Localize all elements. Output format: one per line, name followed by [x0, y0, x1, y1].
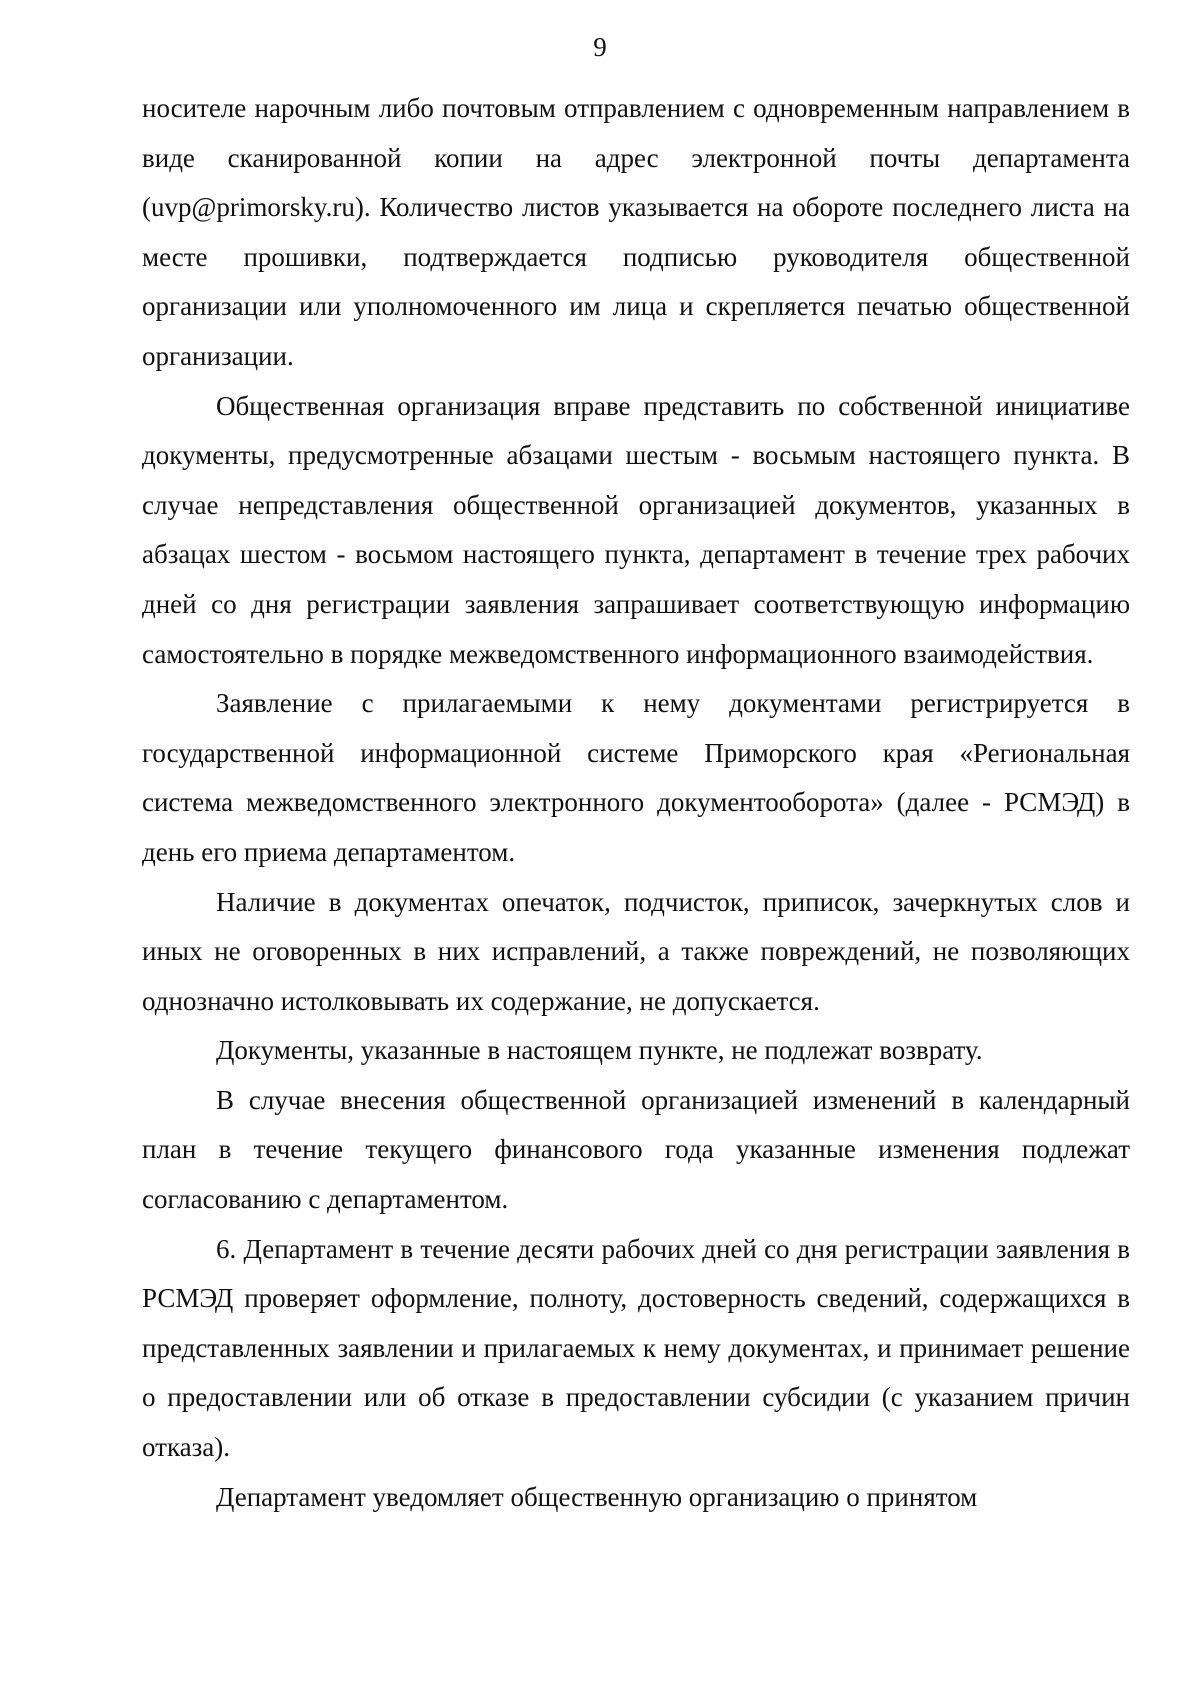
page-number: 9: [593, 32, 607, 62]
paragraph-optional-documents: Общественная организация вправе представить по собственной инициативе документы, предусмотренные абзацами шестым - восьмым настоящего пункта. В случае непредставления общественной организацией документов, указанных в абзацах шестом - восьмом настоящего пункта, департамент в течение трех рабочих дней со дня регистрации заявления запрашивает соответствующую информацию самостоятельно в порядке межведомственного информационного взаимодействия.: [142, 390, 1130, 669]
paragraph-continuation: носителе нарочным либо почтовым отправлением с одновременным направлением в виде сканированной копии на адрес электронной почты департамента (uvp@primorsky.ru). Количество листов указывается на обороте последнего листа на месте прошивки, подтверждается подписью руководителя общественной организации или уполномоченного им лица и скрепляется печатью общественной организации.: [142, 93, 1130, 371]
paragraph-notification: Департамент уведомляет общественную организацию о принятом: [216, 1481, 978, 1512]
document-body: [142, 84, 1130, 1522]
paragraph-point-6: 6. Департамент в течение десяти рабочих дней со дня регистрации заявления в РСМЭД проверяет оформление, полноту, достоверность сведений, содержащихся в представленных заявлении и прилагаемых к нему документах, и принимает решение о предоставлении или об отказе в предоставлении субсидии (с указанием причин отказа).: [142, 1233, 1130, 1463]
paragraph-registration: Заявление с прилагаемыми к нему документами регистрируется в государственной информационной системе Приморского края «Региональная система межведомственного электронного документооборота» (далее - РСМЭД) в день его приема департаментом.: [142, 688, 1130, 867]
paragraph-corrections-not-allowed: Наличие в документах опечаток, подчисток, приписок, зачеркнутых слов и иных не оговоренных в них исправлений, а также повреждений, не позволяющих однозначно истолковывать их содержание, не допускается.: [142, 886, 1130, 1016]
paragraph-no-return: Документы, указанные в настоящем пункте, не подлежат возврату.: [216, 1035, 983, 1066]
paragraph-plan-changes: В случае внесения общественной организацией изменений в календарный план в течение текущего финансового года указанные изменения подлежат согласованию с департаментом.: [142, 1084, 1130, 1215]
